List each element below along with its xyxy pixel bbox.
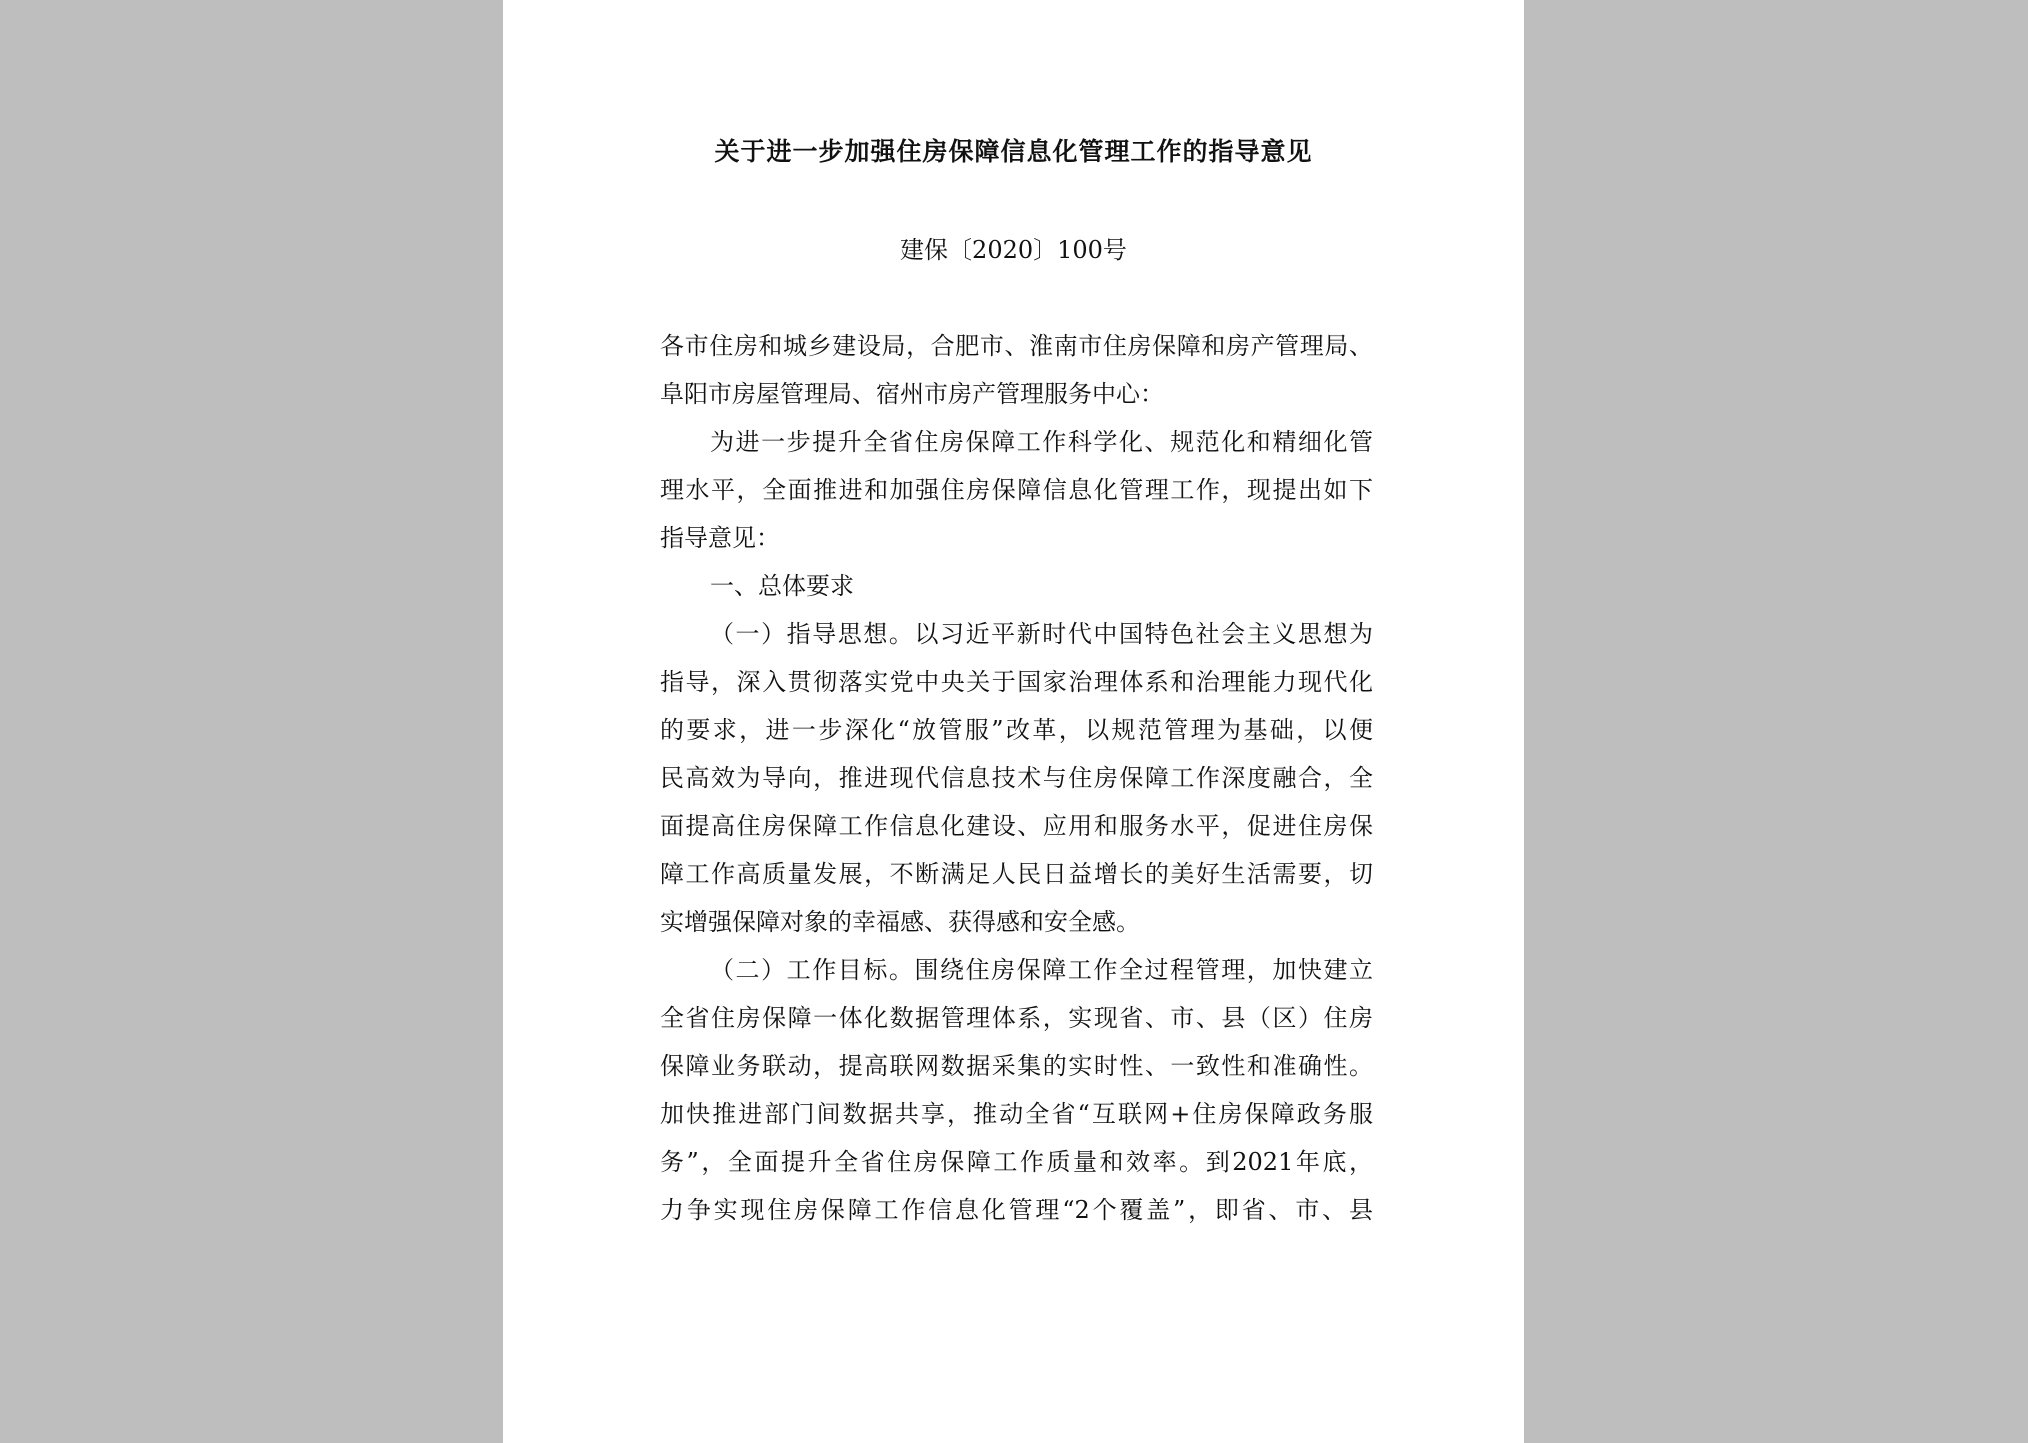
body-line: 为进一步提升全省住房保障工作科学化、规范化和精细化管 <box>710 428 1373 456</box>
document-title: 关于进一步加强住房保障信息化管理工作的指导意见 <box>714 137 1313 166</box>
body-line: 阜阳市房屋管理局、宿州市房产管理服务中心： <box>660 380 1164 408</box>
body-line: 的要求，进一步深化“放管服”改革，以规范管理为基础，以便 <box>660 716 1373 744</box>
document-body <box>660 322 1373 1234</box>
body-line: 力争实现住房保障工作信息化管理“2个覆盖”，即省、市、县 <box>660 1196 1373 1224</box>
body-line: 务”，全面提升全省住房保障工作质量和效率。到2021年底， <box>660 1148 1373 1176</box>
body-line: 障工作高质量发展，不断满足人民日益增长的美好生活需要，切 <box>660 860 1373 888</box>
body-line: 全省住房保障一体化数据管理体系，实现省、市、县（区）住房 <box>660 1004 1373 1032</box>
body-line: 面提高住房保障工作信息化建设、应用和服务水平，促进住房保 <box>660 812 1373 840</box>
body-line: 实增强保障对象的幸福感、获得感和安全感。 <box>660 908 1140 936</box>
body-line: 一、总体要求 <box>710 572 854 600</box>
body-line: （一）指导思想。以习近平新时代中国特色社会主义思想为 <box>710 620 1373 648</box>
document-page <box>503 0 1524 1443</box>
body-line: 指导，深入贯彻落实党中央关于国家治理体系和治理能力现代化 <box>660 668 1373 696</box>
body-line: （二）工作目标。围绕住房保障工作全过程管理，加快建立 <box>710 956 1373 984</box>
body-line: 加快推进部门间数据共享，推动全省“互联网+住房保障政务服 <box>660 1100 1373 1128</box>
body-line: 各市住房和城乡建设局，合肥市、淮南市住房保障和房产管理局、 <box>660 332 1373 360</box>
body-line: 指导意见： <box>660 524 780 552</box>
body-line: 保障业务联动，提高联网数据采集的实时性、一致性和准确性。 <box>660 1052 1373 1080</box>
body-line: 理水平，全面推进和加强住房保障信息化管理工作，现提出如下 <box>660 476 1373 504</box>
body-line: 民高效为导向，推进现代信息技术与住房保障工作深度融合，全 <box>660 764 1373 792</box>
document-number: 建保〔2020〕100号 <box>900 236 1127 264</box>
